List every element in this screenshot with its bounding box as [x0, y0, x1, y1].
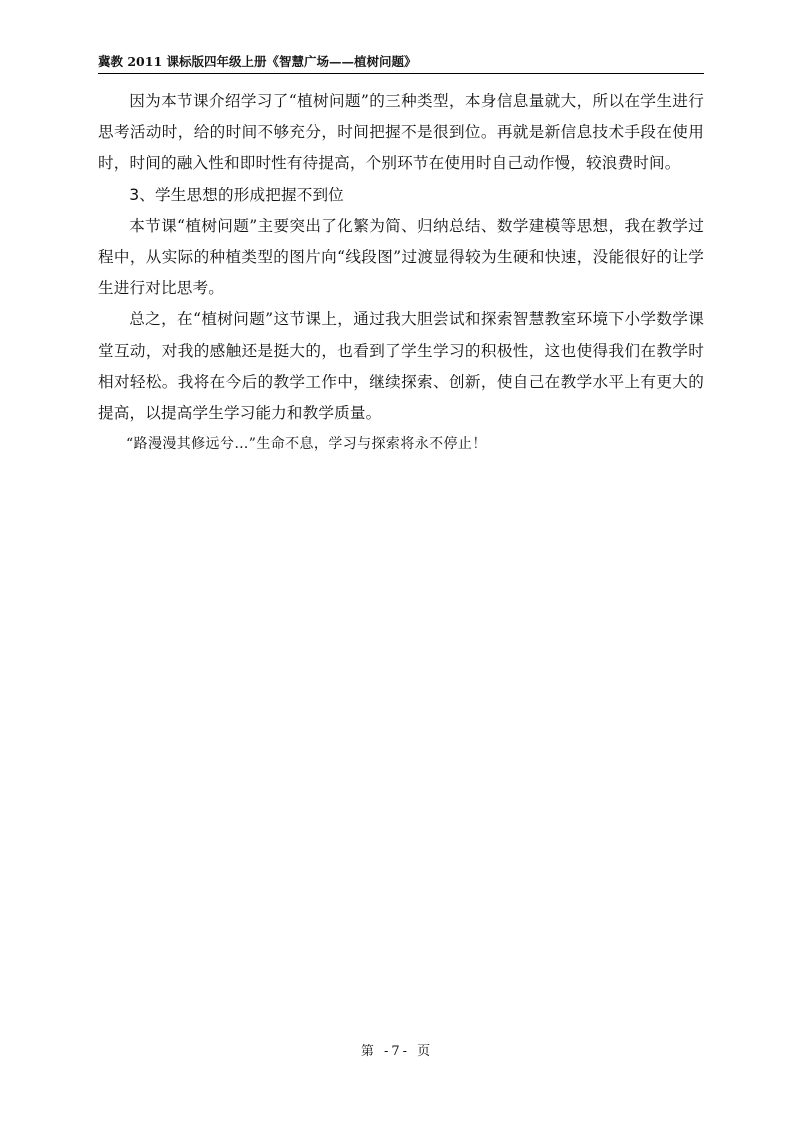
section-heading-3: 3、学生思想的形成把握不到位 [129, 185, 344, 204]
page-header [98, 53, 704, 74]
header-title: 冀教 2011 课标版四年级上册《智慧广场——植树问题》 [98, 54, 417, 69]
page-footer [0, 1040, 794, 1059]
paragraph-reflection-time: 因为本节课介绍学习了“植树问题”的三种类型，本身信息量就大，所以在学生进行思考活动时，给的时间不够充分，时间把握不是很到位。再就是新信息技术手段在使用时，时间的融入性和即时性有待提高，个别环节在使用时自己动作慢，较浪费时间。 [98, 92, 704, 173]
closing-quote: “路漫漫其修远兮…”生命不息，学习与探索将永不停止！ [126, 436, 487, 453]
paragraph-thinking-methods: 本节课“植树问题”主要突出了化繁为简、归纳总结、数学建模等思想，我在教学过程中，从实际的种植类型的图片向“线段图”过渡显得较为生硬和快速，没能很好的让学生进行对比思考。 [98, 216, 704, 298]
page-number: 第 -7- 页 [360, 1044, 434, 1059]
paragraph-summary: 总之，在“植树问题”这节课上，通过我大胆尝试和探索智慧教室环境下小学数学课堂互动，对我的感触还是挺大的，也看到了学生学习的积极性，这也使得我们在教学时相对轻松。我将在今后的教学工作中，继续探索、创新，使自己在教学水平上有更大的提高，以提高学生学习能力和教学质量。 [98, 310, 704, 423]
document-body [98, 86, 704, 460]
